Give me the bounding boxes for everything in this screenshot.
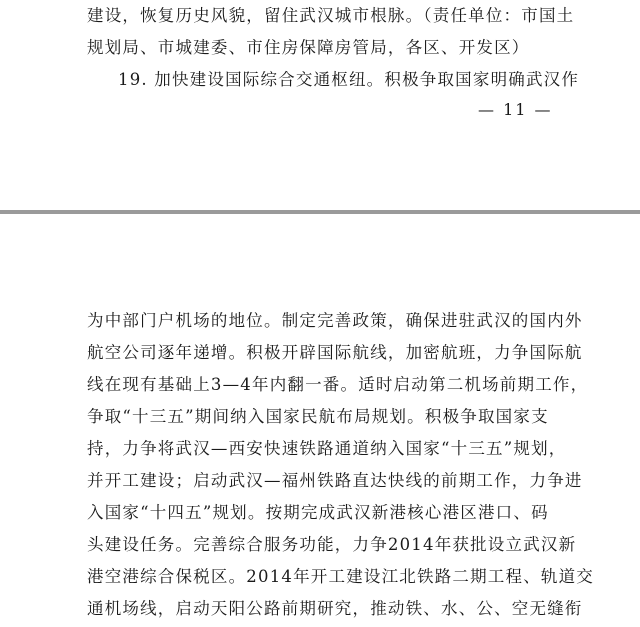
document-page-top <box>0 0 640 210</box>
text-line: 线在现有基础上3—4年内翻一番。适时启动第二机场前期工作， <box>87 375 589 394</box>
text-line: 建设，恢复历史风貌，留住武汉城市根脉。（责任单位：市国土 <box>87 6 575 25</box>
text-line: 通机场线，启动天阳公路前期研究，推动铁、水、公、空无缝衔 <box>87 599 583 618</box>
text-line: 持，力争将武汉—西安快速铁路通道纳入国家“十三五”规划， <box>87 439 567 458</box>
text-line: 争取“十三五”期间纳入国家民航布局规划。积极争取国家支 <box>87 407 549 426</box>
text-line: 规划局、市城建委、市住房保障房管局，各区、开发区） <box>87 38 530 57</box>
page-number: — 11 — <box>478 100 553 119</box>
text-line: 为中部门户机场的地位。制定完善政策，确保进驻武汉的国内外 <box>87 311 583 330</box>
text-line: 头建设任务。完善综合服务功能，力争2014年获批设立武汉新 <box>87 535 577 554</box>
text-line: 19. 加快建设国际综合交通枢纽。积极争取国家明确武汉作 <box>118 70 580 89</box>
text-line: 并开工建设；启动武汉—福州铁路直达快线的前期工作，力争进 <box>87 471 583 490</box>
text-line: 港空港综合保税区。2014年开工建设江北铁路二期工程、轨道交 <box>87 567 594 586</box>
document-page-bottom <box>0 214 640 627</box>
text-line: 航空公司逐年递增。积极开辟国际航线，加密航班，力争国际航 <box>87 343 583 362</box>
text-line: 入国家“十四五”规划。按期完成武汉新港核心港区港口、码 <box>87 503 549 522</box>
